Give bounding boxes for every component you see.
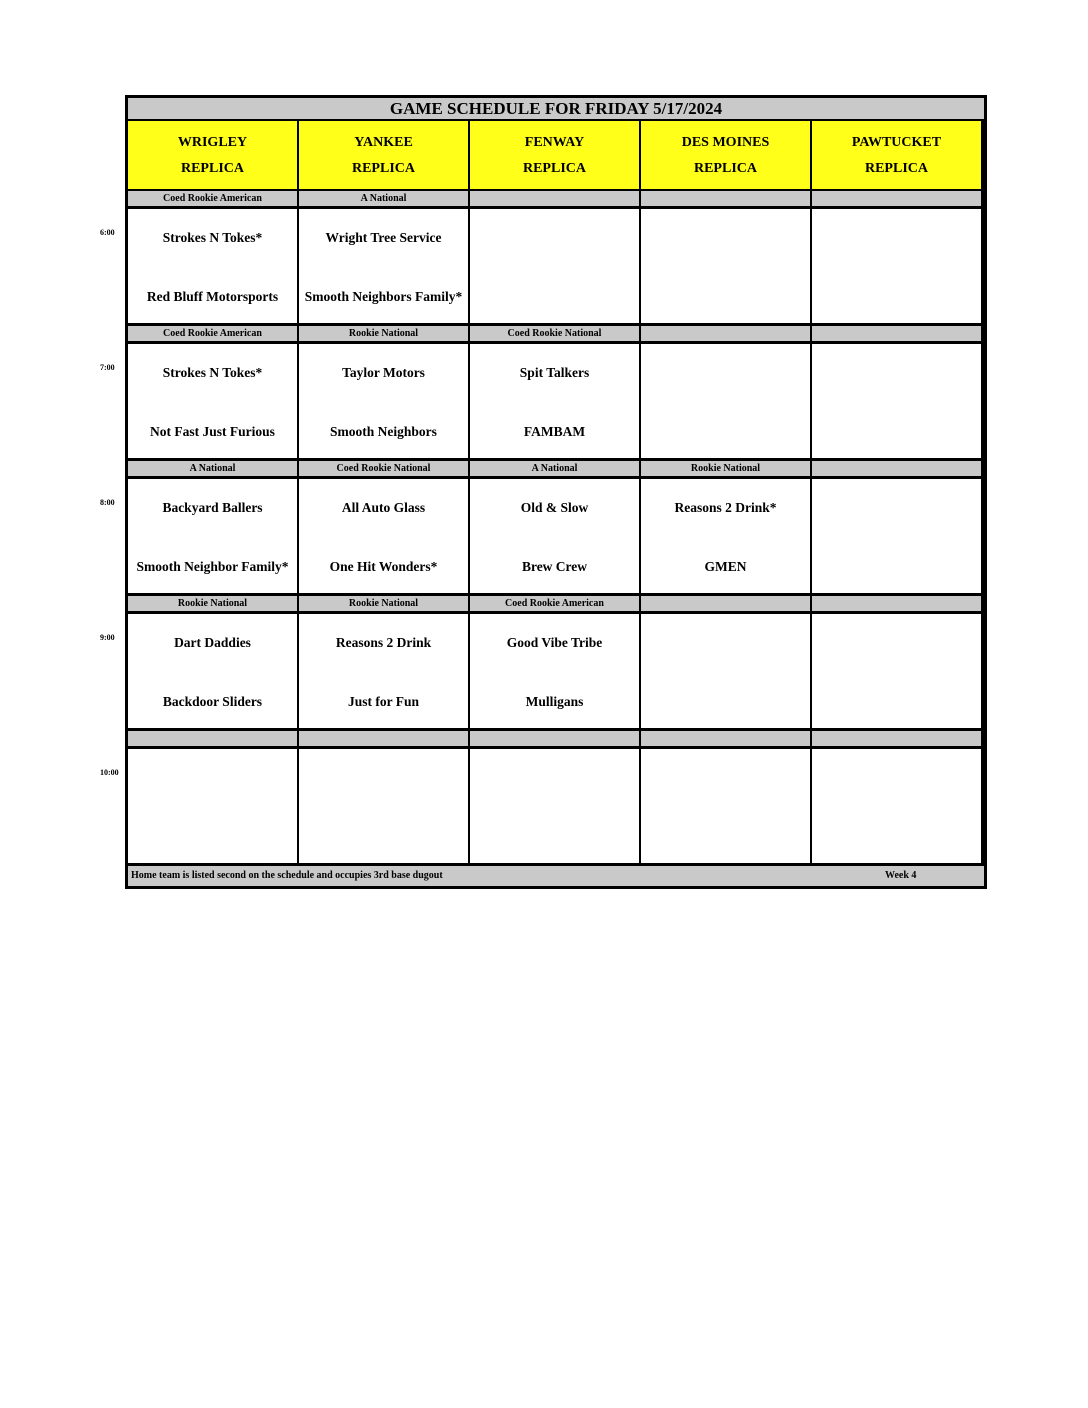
away-team: Backyard Ballers (162, 500, 263, 515)
game-cell (470, 749, 639, 863)
week-label: Week 4 (885, 870, 917, 881)
division-label (812, 596, 981, 611)
field-header (641, 121, 810, 189)
division-label: Rookie National (128, 596, 297, 611)
away-team: Wright Tree Service (325, 230, 442, 245)
division-label (470, 731, 639, 746)
division-label (812, 731, 981, 746)
game-cell (470, 479, 639, 593)
home-team: Smooth Neighbors Family* (304, 289, 463, 304)
division-label: Rookie National (299, 596, 468, 611)
game-cell (812, 209, 981, 323)
division-label (641, 731, 810, 746)
division-label (470, 191, 639, 206)
field-name: PAWTUCKET (851, 135, 942, 150)
time-slot-label: 7:00 (100, 363, 115, 372)
division-label (812, 191, 981, 206)
division-label: Coed Rookie National (299, 461, 468, 476)
away-team: Dart Daddies (174, 635, 251, 650)
home-team: Backdoor Sliders (162, 694, 263, 709)
field-header (812, 121, 981, 189)
footer-note: Home team is listed second on the schedule and occupies 3rd base dugout (131, 870, 443, 881)
schedule-footer (128, 866, 984, 886)
away-team: Old & Slow (520, 500, 589, 515)
division-label: A National (128, 461, 297, 476)
field-name: WRIGLEY (177, 135, 248, 150)
time-slot-label: 10:00 (100, 768, 119, 777)
home-team: Just for Fun (347, 694, 419, 709)
away-team: Reasons 2 Drink (335, 635, 432, 650)
division-label: Coed Rookie American (128, 191, 297, 206)
home-team: Red Bluff Motorsports (146, 289, 279, 304)
division-label (128, 731, 297, 746)
home-team: FAMBAM (523, 424, 586, 439)
field-subtitle: REPLICA (522, 161, 586, 176)
game-cell (470, 209, 639, 323)
game-cell (299, 479, 468, 593)
field-name: FENWAY (524, 135, 585, 150)
game-cell (812, 479, 981, 593)
home-team: Smooth Neighbors (330, 424, 437, 439)
game-cell (470, 344, 639, 458)
game-cell (128, 614, 297, 728)
home-team: Not Fast Just Furious (150, 424, 275, 439)
field-header (299, 121, 468, 189)
field-name: YANKEE (354, 135, 413, 150)
home-team: GMEN (704, 559, 747, 574)
division-label: A National (470, 461, 639, 476)
division-label: Coed Rookie National (470, 326, 639, 341)
field-subtitle: REPLICA (864, 161, 928, 176)
home-team: Mulligans (525, 694, 584, 709)
game-cell (128, 479, 297, 593)
schedule-table (125, 95, 987, 889)
game-cell (299, 344, 468, 458)
field-header (470, 121, 639, 189)
game-cell (128, 749, 297, 863)
division-label (812, 461, 981, 476)
division-label (812, 326, 981, 341)
division-label (641, 191, 810, 206)
field-header (128, 121, 297, 189)
home-team: Brew Crew (521, 559, 588, 574)
game-cell (812, 614, 981, 728)
schedule-title: GAME SCHEDULE FOR FRIDAY 5/17/2024 (128, 98, 984, 121)
division-label: Rookie National (299, 326, 468, 341)
game-cell (641, 209, 810, 323)
away-team: Spit Talkers (519, 365, 590, 380)
game-cell (641, 344, 810, 458)
division-label: Rookie National (641, 461, 810, 476)
away-team: All Auto Glass (341, 500, 426, 515)
home-team: One Hit Wonders* (329, 559, 438, 574)
away-team: Good Vibe Tribe (506, 635, 603, 650)
field-subtitle: REPLICA (180, 161, 244, 176)
game-cell (812, 749, 981, 863)
away-team: Strokes N Tokes* (162, 365, 263, 380)
division-label (299, 731, 468, 746)
away-team: Strokes N Tokes* (162, 230, 263, 245)
game-cell (128, 344, 297, 458)
field-name: DES MOINES (681, 135, 770, 150)
game-cell (128, 209, 297, 323)
away-team: Reasons 2 Drink* (674, 500, 777, 515)
game-cell (641, 479, 810, 593)
division-label (641, 596, 810, 611)
division-label: A National (299, 191, 468, 206)
game-cell (641, 749, 810, 863)
home-team: Smooth Neighbor Family* (136, 559, 289, 574)
field-subtitle: REPLICA (693, 161, 757, 176)
field-subtitle: REPLICA (351, 161, 415, 176)
game-cell (299, 749, 468, 863)
division-label (641, 326, 810, 341)
division-label: Coed Rookie American (128, 326, 297, 341)
time-slot-label: 8:00 (100, 498, 115, 507)
away-team: Taylor Motors (342, 365, 425, 380)
game-cell (470, 614, 639, 728)
game-cell (812, 344, 981, 458)
time-slot-label: 6:00 (100, 228, 115, 237)
game-cell (641, 614, 810, 728)
game-cell (299, 614, 468, 728)
time-slot-label: 9:00 (100, 633, 115, 642)
game-cell (299, 209, 468, 323)
division-label: Coed Rookie American (470, 596, 639, 611)
